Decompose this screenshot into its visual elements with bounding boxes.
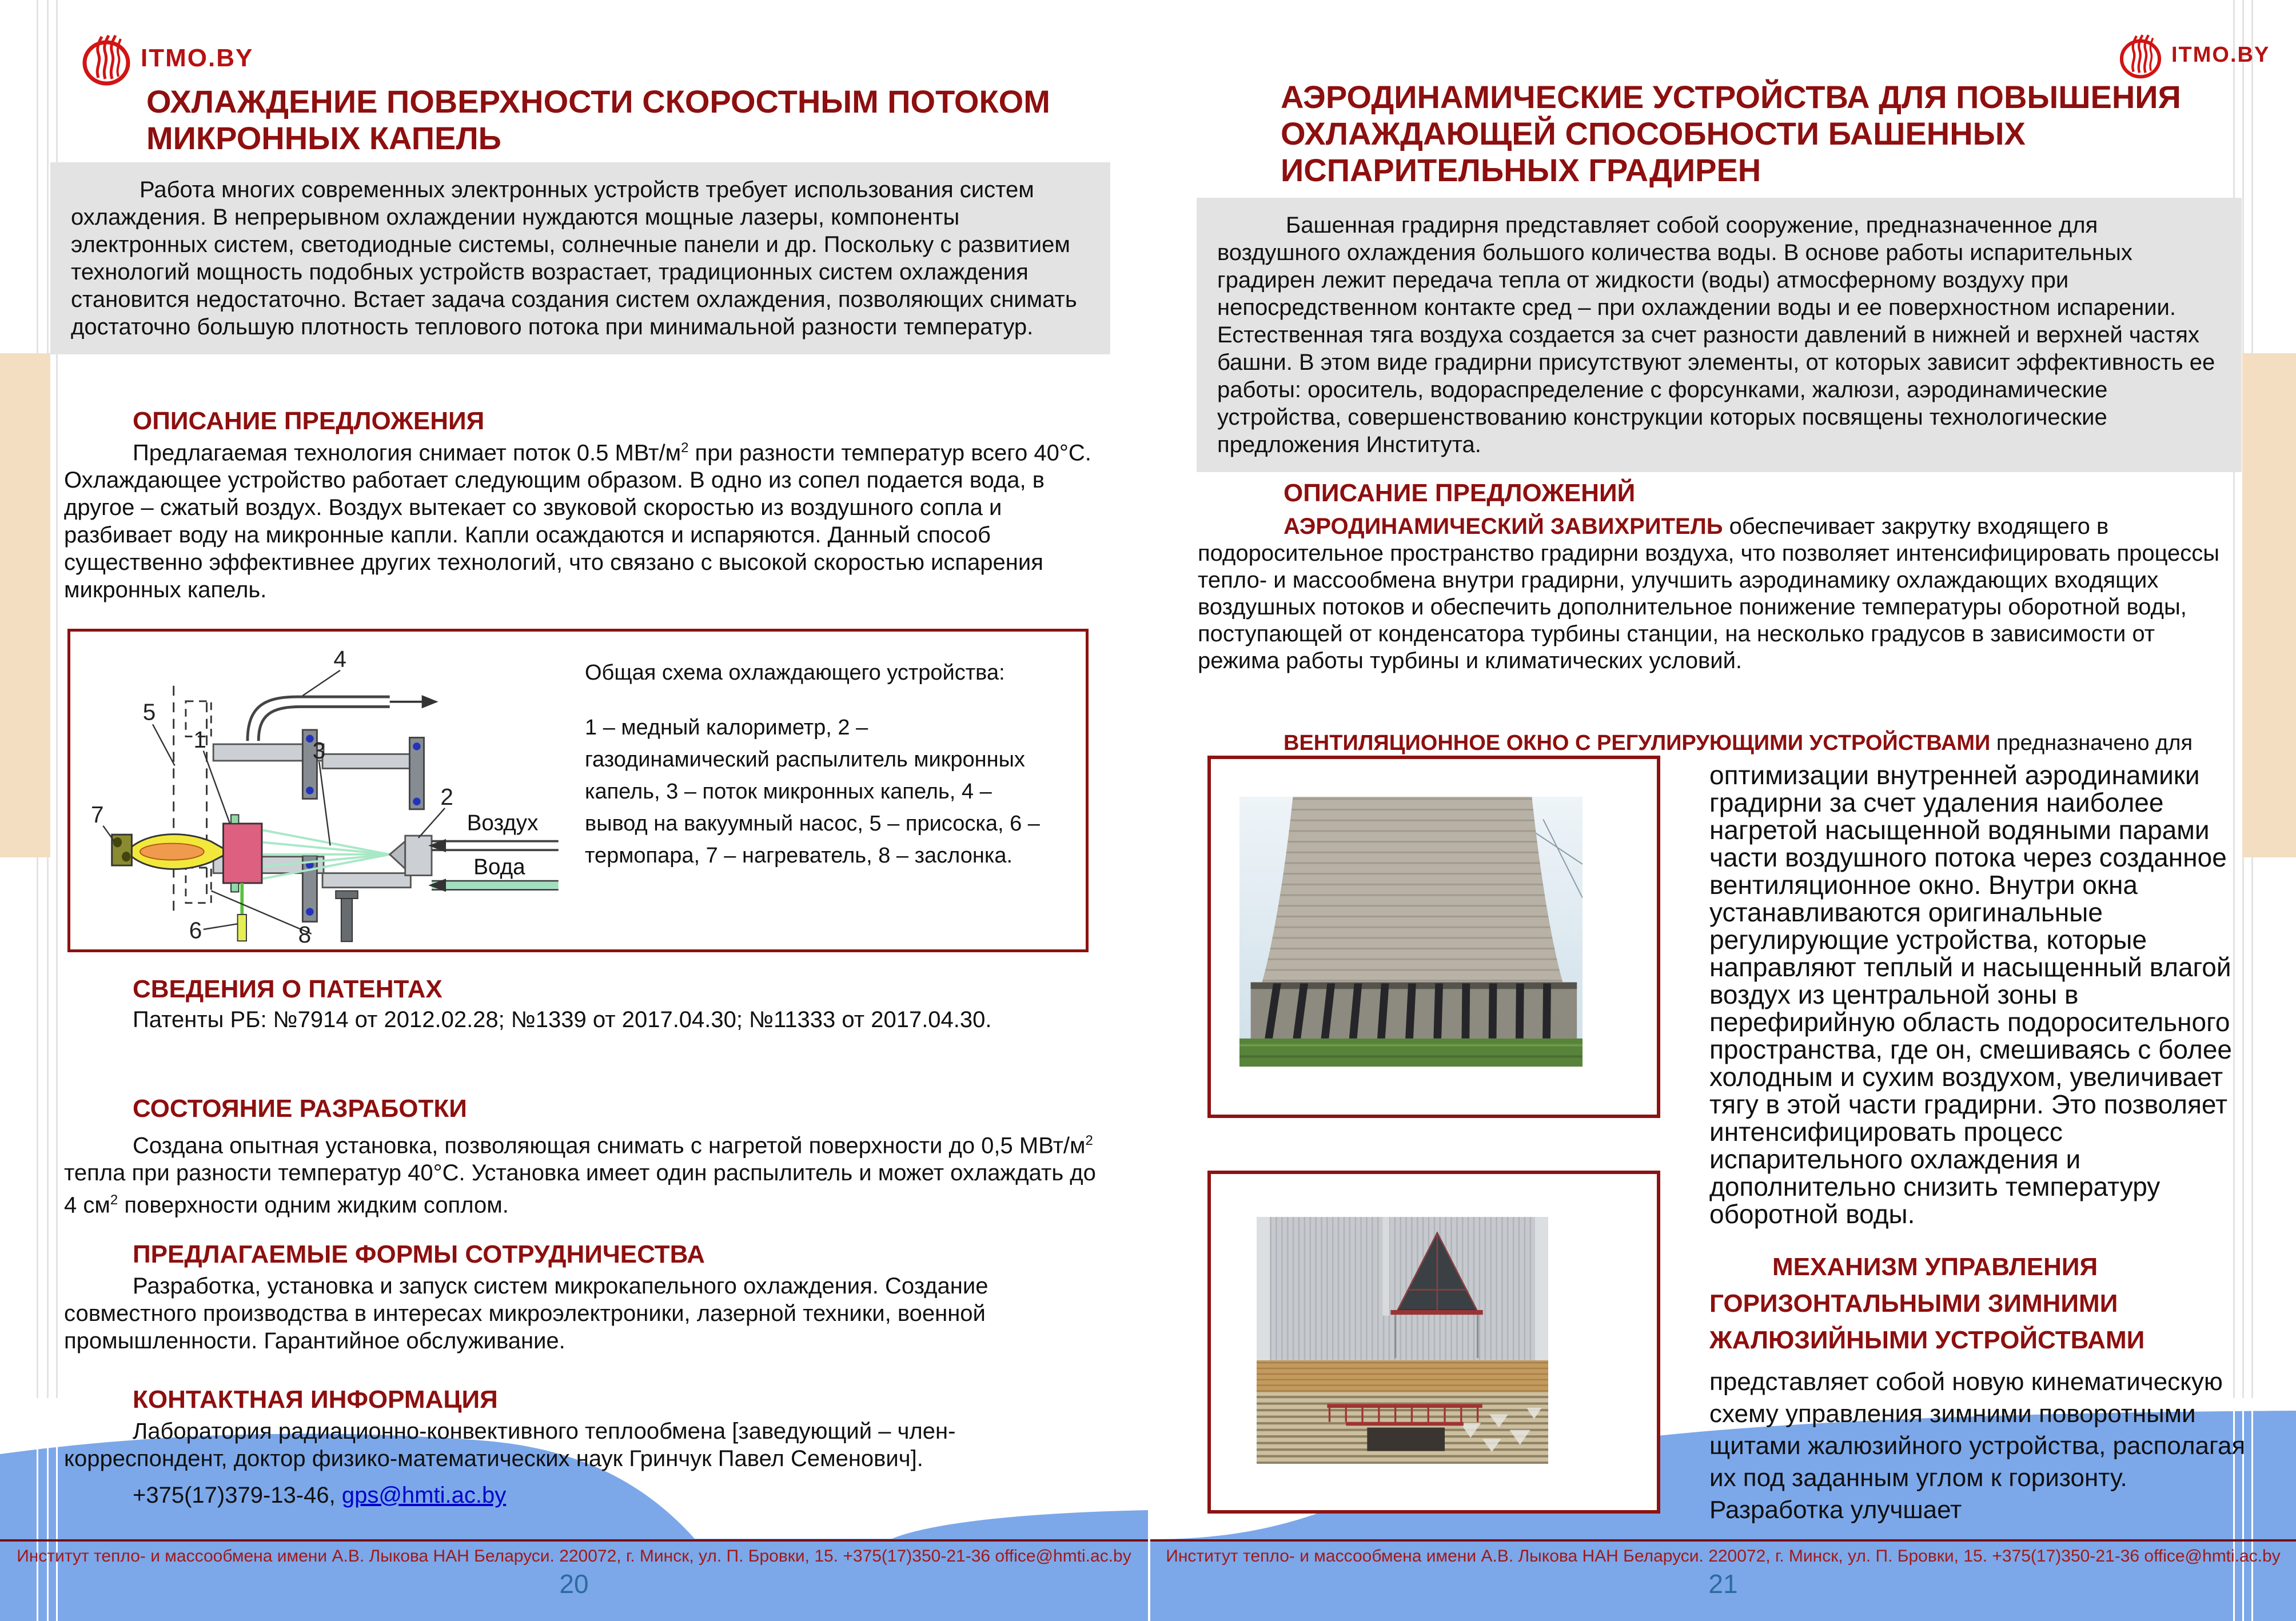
louver-mechanism-photo-frame <box>1207 1171 1660 1514</box>
section-heading-description: ОПИСАНИЕ ПРЕДЛОЖЕНИЯ <box>133 407 485 435</box>
diagram-label-water: Вода <box>473 855 525 880</box>
cooperation-paragraph: Разработка, установка и запуск систем микрокапельного охлаждения. Создание совместного производства в интересах микроэлектроники, лазерной техники, военной промышленности. Гарантийное обслуживание. <box>64 1273 988 1354</box>
window-column-text: оптимизации внутренней аэродинамики градирни за счет удаления наиболее нагретой насыщенной водяными парами части воздушного потока через созданное вентиляционное окно. Внутри окна устанавливаются оригинальные регулирующие устройства, которые направляют теплый и насыщенный влагой воздух из центральной зоны в перефирийную область подоросительного пространства, где он, смешиваясь с более холодным и сухим воздухом, увеличивает тягу в этой части градирни. Это позволяет интенсифицировать процесс испарительного охлаждения и дополнительно снизить температуру оборотной воды. <box>1709 760 2232 1229</box>
superscript: 2 <box>681 440 689 456</box>
cooling-device-figure <box>67 629 1089 952</box>
cooling-device-schematic <box>81 636 567 945</box>
diagram-label-7: 7 <box>91 801 104 828</box>
swirler-text: обеспечивает закрутку входящего в подоросительное пространство градирни воздуха, что позволяет интенсифицировать процессы тепло- и массообмена внутри градирни, улучшить аэродинамику охлаждающих входящих воздушных потоков и обеспечить дополнительное понижение температуры оборотной воды, поступающей от конденсатора турбины станции, на несколько градусов в зависимости от режима работы турбины и климатических условий. <box>1198 514 2220 673</box>
diagram-label-1: 1 <box>193 726 206 753</box>
footer-institute-right: Институт тепло- и массообмена имени А.В. Лыкова НАН Беларуси. 220072, г. Минск, ул. П. Бровки, 15. +375(17)350-21-36 office@hmti.ac.by <box>1166 1547 2281 1566</box>
itmo-logo <box>80 30 253 87</box>
description-text: при разности температур всего 40°С. Охлаждающее устройство работает следующим образом. В одно из сопел подается вода, в другое – сжатый воздух. Воздух вытекает со звуковой скоростью из воздушного сопла и разбивает воду на микронные капли. Капли осаждаются и испаряются. Данный способ существенно эффективнее других технологий, что связано с высокой скоростью испарения микронных капель. <box>64 440 1091 603</box>
status-text: поверхности одним жидким соплом. <box>118 1192 509 1218</box>
footer-institute-left: Институт тепло- и массообмена имени А.В. Лыкова НАН Беларуси. 220072, г. Минск, ул. П. Бровки, 15. +375(17)350-21-36 office@hmti.ac.by <box>17 1547 1131 1566</box>
mechanism-heading: МЕХАНИЗМ УПРАВЛЕНИЯ ГОРИЗОНТАЛЬНЫМИ ЗИМНИМИ ЖАЛЮЗИЙНЫМИ УСТРОЙСТВАМИ <box>1709 1253 2145 1354</box>
window-term: ВЕНТИЛЯЦИОННОЕ ОКНО С РЕГУЛИРУЮЩИМИ УСТРОЙСТВАМИ <box>1283 731 1991 755</box>
page-21 <box>1148 0 2296 1621</box>
diagram-label-8: 8 <box>298 921 312 945</box>
contact-line <box>133 1482 1047 1509</box>
flame-icon <box>2118 30 2163 80</box>
diagram-label-air: Воздух <box>467 811 539 836</box>
section-heading-cooperation: ПРЕДЛАГАЕМЫЕ ФОРМЫ СОТРУДНИЧЕСТВА <box>133 1240 705 1268</box>
itmo-logo <box>2118 30 2270 80</box>
cooling-tower-photo-frame <box>1207 756 1660 1118</box>
description-paragraph <box>64 434 1110 604</box>
intro-paragraph: Башенная градирня представляет собой сооружение, предназначенное для воздушного охлаждения большого количества воды. В основе работы испарительных градирен лежит передача тепла от жидкости (воды) атмосферному воздуху при непосредственном контакте сред – при охлаждении воды и ее поверхностном испарении. Естественная тяга воздуха создается за счет разности давлений в нижней и верхней частях башни. В этом виде градирни присутствуют элементы, от которых зависит эффективность ее работы: ороситель, водораспределение с форсунками, жалюзи, аэродинамические устройства, совершенствованию конструкции которых посвящены технологические предложения Института. <box>1217 213 2215 457</box>
intro-paragraph: Работа многих современных электронных устройств требует использования систем охлаждения. В непрерывном охлаждении нуждаются мощные лазеры, компоненты электронных систем, светодиодные системы, солнечные панели и др. Поскольку с развитием технологий мощность подобных устройств возрастает, традиционных систем охлаждения становится недостаточно. Встает задача создания систем охлаждения, позволяющих снимать достаточно большую плотность теплового потока при минимальной разности температур. <box>71 177 1077 340</box>
figure-caption-title: Общая схема охлаждающего устройства: <box>585 661 1005 685</box>
brand-text: ITMO.BY <box>2171 42 2270 67</box>
page-title: ОХЛАЖДЕНИЕ ПОВЕРХНОСТИ СКОРОСТНЫМ ПОТОКОМ МИКРОННЫХ КАПЕЛЬ <box>146 83 1050 156</box>
intro-box <box>1197 198 2242 472</box>
diagram-label-5: 5 <box>142 698 156 725</box>
diagram-label-3: 3 <box>312 737 326 764</box>
mechanism-paragraph: представляет собой новую кинематическую схему управления зимними поворотными щитами жалюзийного устройства, располагая их под заданным углом к горизонту. Разработка улучшает <box>1709 1368 2246 1524</box>
status-paragraph <box>64 1127 1110 1219</box>
patents-paragraph: Патенты РБ: №7914 от 2012.02.28; №1339 от 2017.04.30; №11333 от 2017.04.30. <box>133 1007 992 1032</box>
brand-text: ITMO.BY <box>141 44 254 72</box>
section-heading-patents: СВЕДЕНИЯ О ПАТЕНТАХ <box>133 975 443 1003</box>
superscript: 2 <box>1085 1133 1093 1148</box>
swirler-term: АЭРОДИНАМИЧЕСКИЙ ЗАВИХРИТЕЛЬ <box>1283 514 1723 539</box>
contact-phone: +375(17)379-13-46, <box>133 1483 342 1508</box>
diagram-label-2: 2 <box>440 784 453 811</box>
diagram-label-4: 4 <box>333 646 346 672</box>
window-text: предназначено для <box>1990 731 2193 755</box>
diagram-label-6: 6 <box>189 917 202 944</box>
intro-box <box>50 162 1110 354</box>
status-text: тепла при разности температур 40°С. Установка имеет один распылитель и может охлаждать до 4 см <box>64 1160 1096 1218</box>
status-text: Создана опытная установка, позволяющая снимать с нагретой поверхности до 0,5 МВт/м <box>133 1133 1086 1159</box>
description-text: Предлагаемая технология снимает поток 0.5 МВт/м <box>133 440 681 466</box>
figure-caption-body: 1 – медный калориметр, 2 – газодинамический распылитель микронных капель, 3 – поток микронных капель, 4 – вывод на вакуумный насос, 5 – присоска, 6 – термопара, 7 – нагреватель, 8 – заслонка. <box>585 716 1040 868</box>
window-paragraph <box>1198 729 2241 757</box>
contact-email-link[interactable]: gps@hmti.ac.by <box>341 1483 507 1508</box>
page-number-20: 20 <box>559 1569 589 1599</box>
section-heading-descriptions: ОПИСАНИЕ ПРЕДЛОЖЕНИЙ <box>1283 479 1636 507</box>
swirler-paragraph <box>1198 513 2241 674</box>
page-number-21: 21 <box>1708 1569 1738 1599</box>
section-heading-status: СОСТОЯНИЕ РАЗРАБОТКИ <box>133 1095 467 1123</box>
figure-caption <box>585 657 1048 872</box>
cooling-tower-photo <box>1239 796 1583 1068</box>
superscript: 2 <box>110 1192 118 1208</box>
contact-paragraph: Лаборатория радиационно-конвективного теплообмена [заведующий – член-корреспондент, доктор физико-математических наук Гринчук Павел Семенович]. <box>64 1419 956 1471</box>
louver-mechanism-photo <box>1257 1206 1548 1475</box>
page-title: АЭРОДИНАМИЧЕСКИЕ УСТРОЙСТВА ДЛЯ ПОВЫШЕНИЯ ОХЛАЖДАЮЩЕЙ СПОСОБНОСТИ БАШЕННЫХ ИСПАРИТЕЛЬНЫХ ГРАДИРЕН <box>1281 79 2181 188</box>
flame-icon <box>80 30 133 87</box>
section-heading-contact: КОНТАКТНАЯ ИНФОРМАЦИЯ <box>133 1386 498 1414</box>
